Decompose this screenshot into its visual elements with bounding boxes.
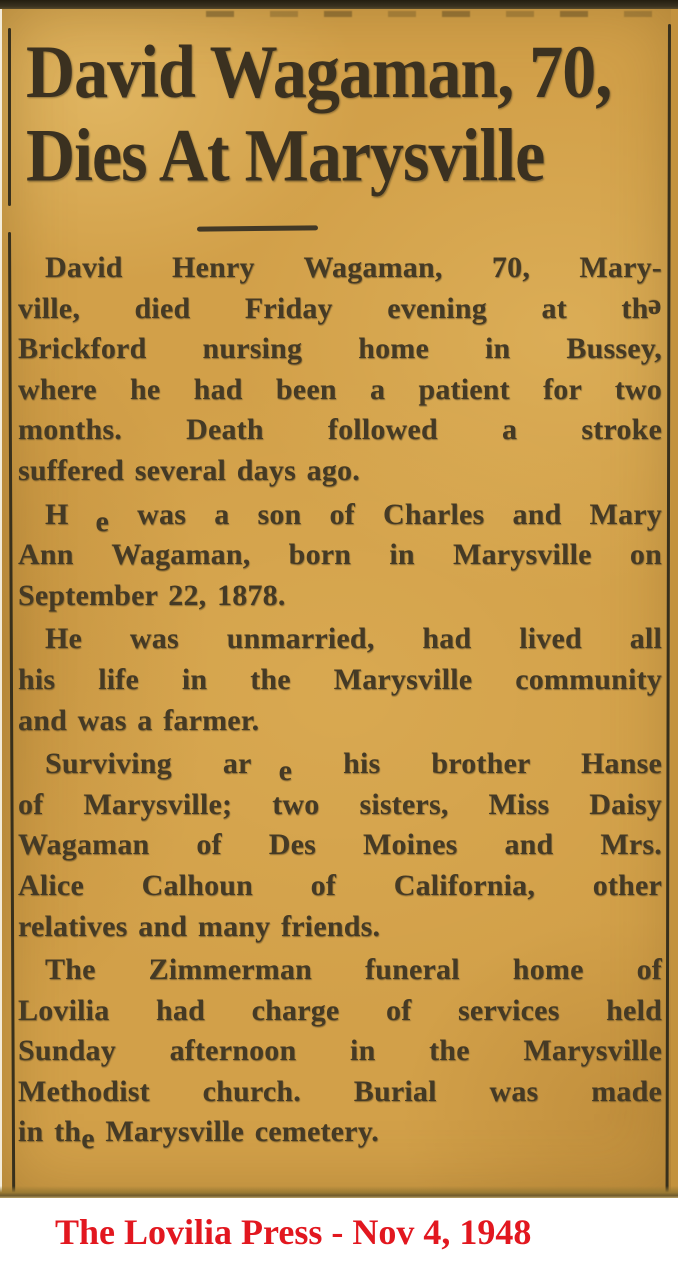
article-line: H e was a son of Charles and Mary	[18, 495, 662, 536]
headline-line-2: Dies At Marysville	[26, 113, 545, 198]
paragraph	[18, 950, 662, 1156]
article-line: Ann Wagaman, born in Marysville on	[18, 538, 662, 572]
article-line: Brickford nursing home in Bussey,	[18, 332, 662, 366]
article-line: Lovilia had charge of services held	[18, 993, 662, 1027]
paragraph	[18, 619, 662, 741]
article-body	[18, 248, 662, 1156]
article-line: of Marysville; two sisters, Miss Daisy	[18, 787, 662, 821]
headline-divider	[197, 225, 318, 231]
article-line: in the Marysville cemetery.	[18, 1112, 662, 1153]
article-line: months. Death followed a stroke	[18, 413, 662, 447]
dropped-letter: e	[95, 504, 110, 538]
dropped-letter: e	[278, 754, 293, 788]
paragraph	[18, 495, 662, 617]
article-line: David Henry Wagaman, 70, Mary-	[45, 251, 662, 284]
headline	[26, 30, 656, 197]
article-line: The Zimmerman funeral home of	[45, 953, 662, 987]
article-line: Wagaman of Des Moines and Mrs.	[18, 828, 662, 862]
article-line: ville, died Friday evening at the	[18, 289, 662, 330]
article-line: September 22, 1878.	[18, 578, 286, 612]
paragraph	[18, 744, 662, 947]
clipping-right-margin	[671, 9, 678, 1198]
headline-line-1: David Wagaman, 70,	[26, 30, 612, 114]
column-rule-left-lower	[8, 232, 15, 1194]
print-smudges	[180, 11, 670, 17]
column-rule-left-upper	[8, 28, 11, 206]
article-line: suffered several days ago.	[18, 453, 360, 487]
article-line: He was unmarried, had lived all	[45, 622, 662, 656]
paragraph	[18, 248, 662, 492]
clipping-top-edge	[0, 0, 678, 9]
article-line: where he had been a patient for two	[18, 372, 662, 406]
clipping-bottom-edge	[0, 1186, 678, 1198]
article-line: Surviving ar e his brother Hanse	[18, 744, 662, 785]
article-line: relatives and many friends.	[18, 909, 381, 943]
article-line: his life in the Marysville community	[18, 662, 662, 696]
article-line: Alice Calhoun of California, other	[18, 868, 662, 902]
article-line: and was a farmer.	[18, 703, 260, 737]
caption: The Lovilia Press - Nov 4, 1948	[55, 1212, 532, 1252]
flipped-letter: e	[648, 293, 662, 327]
article-line: Methodist church. Burial was made	[18, 1074, 662, 1108]
dropped-letter: e	[81, 1122, 95, 1156]
article-line: Sunday afternoon in the Marysville	[18, 1034, 662, 1068]
clipping-left-torn-edge	[0, 9, 2, 1198]
